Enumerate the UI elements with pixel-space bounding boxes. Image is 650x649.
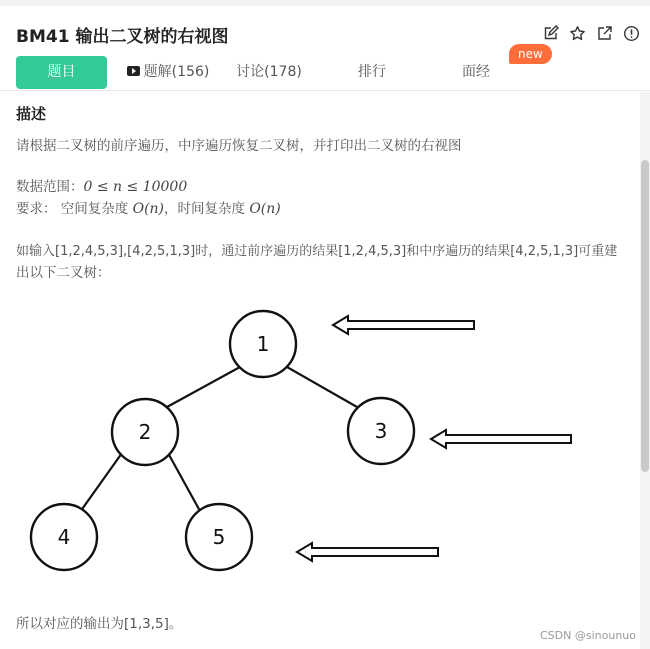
tree-node-4-label: 4 — [57, 525, 71, 549]
space-complexity-expr: O(n) — [132, 201, 165, 217]
edge-1-2 — [167, 367, 240, 407]
data-range-label: 数据范围： — [16, 179, 84, 195]
problem-description: 请根据二叉树的前序遍历，中序遍历恢复二叉树，并打印出二叉树的右视图 — [16, 138, 462, 154]
tab-discussion-label: 讨论(178) — [236, 64, 302, 80]
tree-node-2 — [112, 399, 178, 465]
tab-ranking[interactable] — [340, 56, 404, 89]
tree-node-1 — [230, 311, 296, 377]
star-icon[interactable] — [569, 25, 586, 42]
data-range-expr: 0 ≤ n ≤ 10000 — [83, 179, 188, 195]
right-view-arrow-3 — [297, 543, 438, 561]
video-icon — [127, 66, 140, 76]
tree-node-5-label: 5 — [212, 525, 226, 549]
tree-node-3-label: 3 — [374, 419, 388, 443]
scrollbar-thumb[interactable] — [641, 160, 649, 472]
edit-icon[interactable] — [542, 25, 559, 42]
example-line-1: 如输入[1,2,4,5,3],[4,2,5,1,3]时，通过前序遍历的结果[1,2,4,5,3]和中序遍历的结果[4,2,5,1,3]可重建 — [16, 244, 618, 259]
right-view-arrow-1 — [333, 316, 474, 334]
tree-node-5 — [186, 504, 252, 570]
tab-discussion[interactable] — [226, 56, 312, 89]
right-view-arrow-2 — [431, 430, 571, 448]
external-link-icon[interactable] — [596, 25, 613, 42]
edge-2-4 — [80, 453, 122, 512]
space-complexity-label: 空间复杂度 — [60, 201, 129, 217]
tree-node-3 — [348, 398, 414, 464]
tab-ranking-label: 排行 — [358, 64, 386, 80]
tab-problem-label: 题目 — [47, 64, 76, 80]
tab-solutions[interactable] — [118, 56, 218, 89]
edge-2-5 — [168, 453, 200, 511]
page-title: BM41 输出二叉树的右视图 — [16, 27, 229, 47]
data-range — [16, 175, 187, 195]
requirement-label: 要求： — [16, 201, 57, 217]
time-complexity-expr: O(n) — [249, 201, 281, 217]
tab-problem[interactable] — [16, 56, 107, 89]
example-line-2: 出以下二叉树： — [16, 265, 111, 281]
binary-tree-diagram — [0, 300, 650, 590]
tree-node-1-label: 1 — [256, 332, 270, 356]
section-title: 描述 — [16, 105, 47, 123]
tab-solutions-label: 题解(156) — [143, 64, 210, 80]
watermark: CSDN @sinounuo — [540, 629, 636, 642]
title-actions — [542, 25, 640, 42]
tree-node-2-label: 2 — [138, 420, 152, 444]
tab-interview-label: 面经 — [462, 64, 490, 80]
title-bar — [0, 6, 650, 56]
tab-interview[interactable] — [444, 56, 508, 89]
problem-tabs — [0, 56, 650, 91]
time-complexity-label: ，时间复杂度 — [164, 201, 246, 217]
requirement — [16, 197, 281, 217]
tree-node-4 — [31, 504, 97, 570]
new-badge: new — [509, 44, 552, 64]
info-icon[interactable] — [623, 25, 640, 42]
edge-1-3 — [287, 367, 357, 407]
output-text: 所以对应的输出为[1,3,5]。 — [16, 616, 183, 632]
